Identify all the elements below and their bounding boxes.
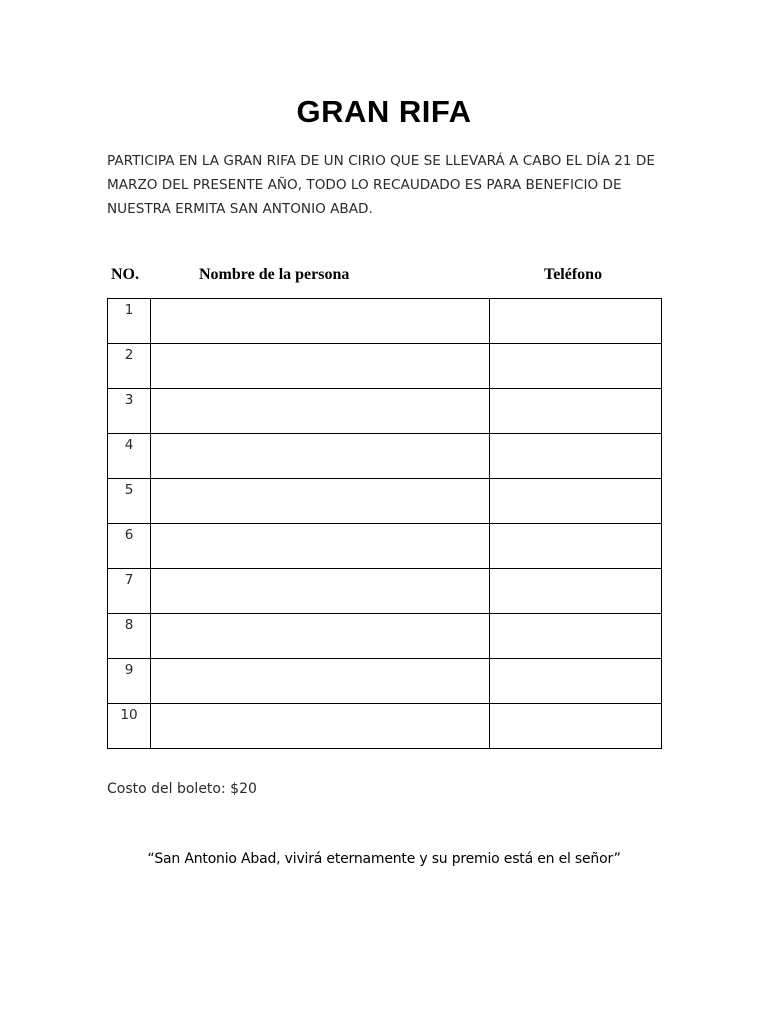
row-number: 1	[108, 299, 151, 344]
table-row	[108, 614, 662, 659]
phone-cell[interactable]	[489, 569, 661, 614]
table-row	[108, 389, 662, 434]
name-cell[interactable]	[151, 704, 490, 749]
column-header-name: Nombre de la persona	[199, 266, 350, 283]
row-number: 9	[108, 659, 151, 704]
table-row	[108, 434, 662, 479]
name-cell[interactable]	[151, 389, 490, 434]
row-number: 4	[108, 434, 151, 479]
intro-paragraph: PARTICIPA EN LA GRAN RIFA DE UN CIRIO QUE SE LLEVARÁ A CABO EL DÍA 21 DE MARZO DEL PRESENTE AÑO, TODO LO RECAUDADO ES PARA BENEFICIO DE NUESTRA ERMITA SAN ANTONIO ABAD.	[107, 153, 655, 217]
column-header-phone: Teléfono	[544, 266, 603, 283]
table-row	[108, 524, 662, 569]
name-cell[interactable]	[151, 434, 490, 479]
name-cell[interactable]	[151, 659, 490, 704]
phone-cell[interactable]	[489, 704, 661, 749]
name-cell[interactable]	[151, 344, 490, 389]
phone-cell[interactable]	[489, 434, 661, 479]
row-number: 6	[108, 524, 151, 569]
phone-cell[interactable]	[489, 299, 661, 344]
phone-cell[interactable]	[489, 344, 661, 389]
page-title: GRAN RIFA	[296, 94, 472, 129]
participants-table	[107, 298, 662, 749]
phone-cell[interactable]	[489, 614, 661, 659]
column-header-number: NO.	[111, 266, 139, 283]
row-number: 2	[108, 344, 151, 389]
name-cell[interactable]	[151, 614, 490, 659]
row-number: 7	[108, 569, 151, 614]
table-row	[108, 659, 662, 704]
name-cell[interactable]	[151, 299, 490, 344]
row-number: 5	[108, 479, 151, 524]
name-cell[interactable]	[151, 524, 490, 569]
name-cell[interactable]	[151, 479, 490, 524]
phone-cell[interactable]	[489, 659, 661, 704]
name-cell[interactable]	[151, 569, 490, 614]
phone-cell[interactable]	[489, 389, 661, 434]
table-row	[108, 299, 662, 344]
table-row	[108, 704, 662, 749]
table-row	[108, 479, 662, 524]
table-row	[108, 569, 662, 614]
phone-cell[interactable]	[489, 524, 661, 569]
phone-cell[interactable]	[489, 479, 661, 524]
table-row	[108, 344, 662, 389]
ticket-cost: Costo del boleto: $20	[107, 781, 257, 797]
row-number: 8	[108, 614, 151, 659]
table-column-headers	[0, 266, 768, 288]
closing-quote: “San Antonio Abad, vivirá eternamente y su premio está en el señor”	[147, 851, 621, 867]
row-number: 3	[108, 389, 151, 434]
row-number: 10	[108, 704, 151, 749]
